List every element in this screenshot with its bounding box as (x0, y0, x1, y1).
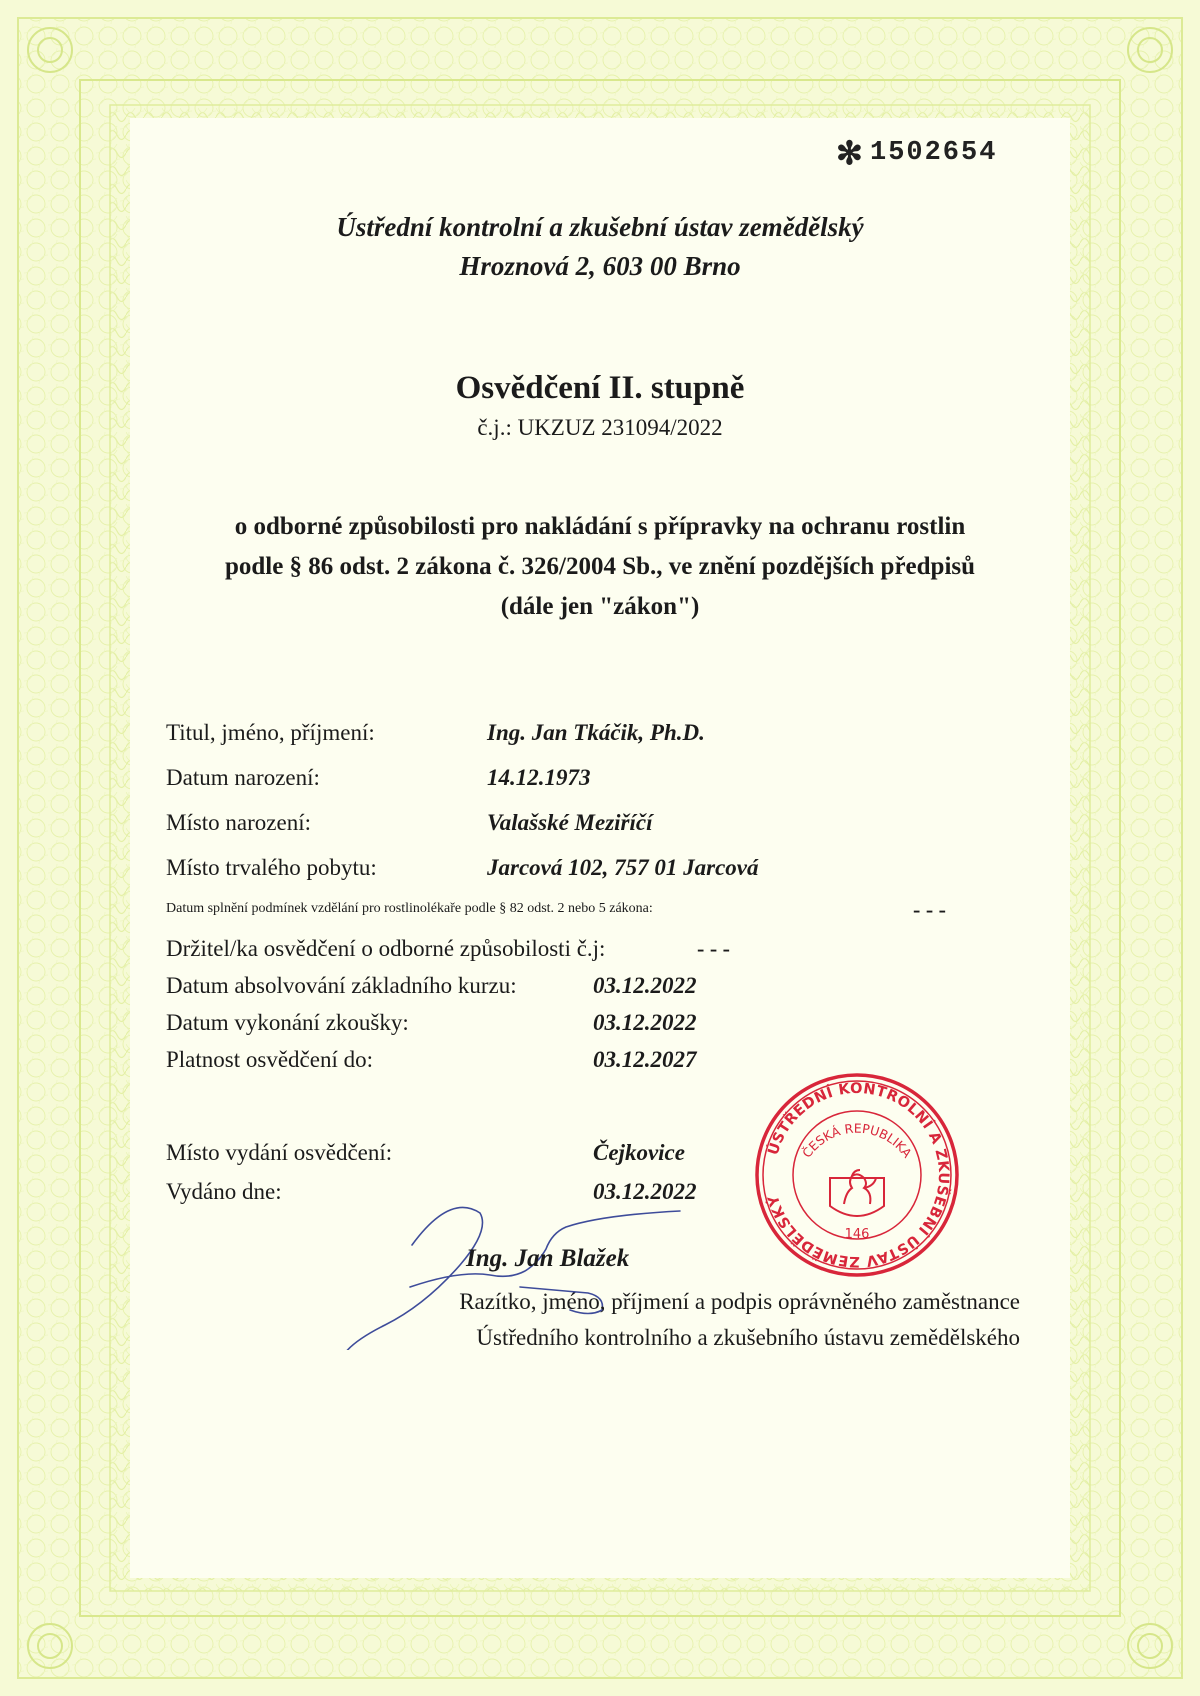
exam-date-value: 03.12.2022 (593, 1010, 697, 1035)
document-reference: č.j.: UKZUZ 231094/2022 (477, 415, 723, 440)
stamp-inner-text: ČESKÁ REPUBLIKA (799, 1120, 915, 1161)
stamp-number: 146 (844, 1227, 870, 1242)
official-stamp (752, 1070, 962, 1280)
inner-field (130, 118, 1070, 1578)
issuer-name: Ústřední kontrolní a zkušební ústav zemědělský (336, 212, 864, 242)
purpose-line-3: (dále jen "zákon") (500, 593, 700, 620)
document-title: Osvědčení II. stupně (455, 370, 745, 406)
residence-value: Jarcová 102, 757 01 Jarcová (487, 855, 759, 880)
residence-label: Místo trvalého pobytu: (166, 855, 377, 880)
signatory-caption-line-1: Razítko, jméno, příjmení a podpis oprávněného zaměstnance (459, 1289, 1020, 1314)
issue-place-label: Místo vydání osvědčení: (166, 1140, 393, 1165)
issue-date-value: 03.12.2022 (593, 1179, 697, 1204)
prior-cert-value: - - - (697, 936, 730, 961)
birth-date-label: Datum narození: (166, 765, 320, 790)
issue-place-value: Čejkovice (593, 1140, 685, 1165)
birth-place-label: Místo narození: (166, 810, 311, 835)
prior-cert-label: Držitel/ka osvědčení o odborné způsobilosti č.j: (166, 936, 606, 961)
purpose-line-2: podle § 86 odst. 2 zákona č. 326/2004 Sb., ve znění pozdějších předpisů (224, 553, 976, 580)
course-date-label: Datum absolvování základního kurzu: (166, 973, 517, 998)
serial-number: 1502654 (870, 138, 998, 168)
education-label: Datum splnění podmínek vzdělání pro rostlinolékaře podle § 82 odst. 2 nebo 5 zákona: (166, 901, 653, 916)
birth-date-value: 14.12.1973 (487, 765, 591, 790)
exam-date-label: Datum vykonání zkoušky: (166, 1010, 409, 1035)
purpose-line-1: o odborné způsobilosti pro nakládání s přípravky na ochranu rostlin (234, 513, 966, 540)
validity-value: 03.12.2027 (593, 1047, 697, 1072)
validity-label: Platnost osvědčení do: (166, 1047, 373, 1072)
serial-mark-icon: ✻ (836, 135, 863, 171)
issue-date-label: Vydáno dne: (166, 1179, 282, 1204)
course-date-value: 03.12.2022 (593, 973, 697, 998)
birth-place-value: Valašské Meziříčí (487, 810, 653, 835)
signatory-caption-line-2: Ústředního kontrolního a zkušebního ústavu zemědělského (476, 1325, 1020, 1350)
holder-name-value: Ing. Jan Tkáčik, Ph.D. (487, 720, 705, 745)
signatory-name: Ing. Jan Blažek (466, 1245, 630, 1272)
lion-emblem-icon (830, 1170, 884, 1216)
issuer-address: Hroznová 2, 603 00 Brno (459, 251, 741, 281)
holder-name-label: Titul, jméno, příjmení: (166, 720, 375, 745)
education-value: - - - (913, 897, 946, 922)
stamp-outer-text: ÚSTŘEDNÍ KONTROLNÍ A ZKUŠEBNÍ ÚSTAV ZEMĚDĚLSKÝ (765, 1080, 952, 1270)
